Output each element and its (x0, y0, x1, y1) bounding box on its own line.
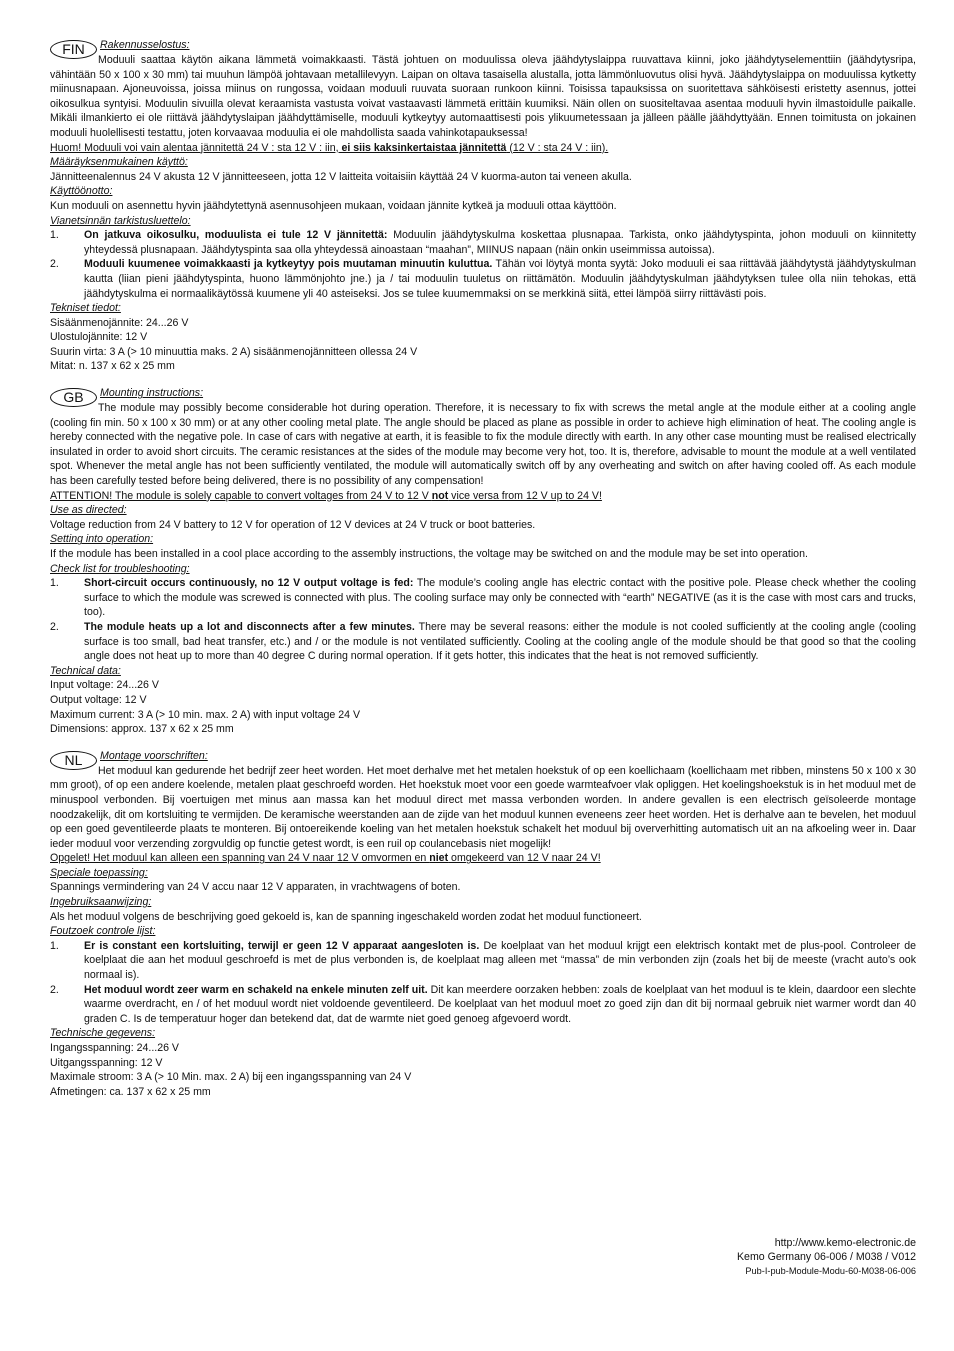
warning-line: ATTENTION! The module is solely capable to convert voltages from 24 V to 12 V not vice versa from 12 V up to 24 V! (50, 489, 602, 502)
language-badge: NL (50, 751, 97, 770)
list-item: 1. Er is constant een kortsluiting, terwijl er geen 12 V apparaat aangesloten is. De koelplaat van het moduul krijgt een elektrisch kontakt met de plus-pool. Controleer de koelplaat die aan het moduul geschroefd is met de plus verbonden is, de koelplaat mag alleen met “massa” de min verbonden zijn (zoals het bij de meeste (vracht auto’s ook normaal is). (50, 939, 916, 982)
intro-paragraph: Moduuli saattaa käytön aikana lämmetä voimakkaasti. Tästä johtuen on moduulissa oleva jäähdytyslaippa ruuvattava kiinni, joko jäähdytyselementtiin (jäähdytysripa, vähintään 50 x 100 x 30 mm) tai muuhun lämpöä johtavaan metallilevyyn. Laipan on oltava tasaisella alustalla, jotta lämmönluovutus olisi hyvä. Jäähdytyslaippa on moduulissa kytketty miinusnapaan. Ajoneuvoissa, joissa miinus on rungossa, voidaan moduuli ruuvata suoraan runkoon kiinni. Toisissa tapauksissa on suoritettava sähköisesti eristetty asennus, jottei oikosulkua syntyisi. Moduulin sivuilla olevat keraamista vastusta voivat vastaavasti lämmetä erittäin kuumiksi. Näin ollen on suositeltavaa asentaa moduuli hyvin ilmastoidulle paikalle. Mikäli ilmankierto ei ole riittävä jäähdytyslaipan jäähdyttämiselle, moduuli kytkeytyy automaattisesti pois ylikuumetessaan ja jälleen päälle jäähdyttyään. Ennen toimitusta on jokainen moduuli huolellisesti testattu, joten korvaavaa moduulia ei ole mahdollista saada vahinkotapauksessa! (50, 54, 916, 139)
use-heading: Speciale toepassing: (50, 866, 148, 879)
tech-line: Sisäänmenojännite: 24...26 V (50, 316, 189, 329)
checklist (50, 576, 916, 664)
use-text: Spannings vermindering van 24 V accu naar 12 V apparaten, in vrachtwagens of boten. (50, 881, 461, 894)
list-item: 2. Het moduul wordt zeer warm en schakeld na enkele minuten zelf uit. Dit kan meerdere oorzaken hebben: zoals de koelplaat van het moduul is te klein, daardoor een slechte waarme overdracht, en / of het moduul wordt niet voldoende geventileerd. De koelplaat van het moduul moet zo goed zijn dan dit bij normaal gebruik niet warmer wordt dan 40 graden C. Is de temperatuur hoger dan betekend dat, dat de warmte niet goed genoeg afgevoerd wordt. (50, 983, 916, 1025)
company-line: Kemo Germany 06-006 / M038 / V012 (736, 1251, 916, 1264)
document-page (50, 38, 916, 1111)
tech-heading: Tekniset tiedot: (50, 302, 121, 315)
tech-line: Output voltage: 12 V (50, 693, 147, 706)
page-footer (737, 1236, 916, 1277)
language-badge: FIN (50, 40, 97, 59)
section-fin (50, 38, 916, 374)
setup-heading: Ingebruiksaanwijzing: (50, 896, 152, 909)
tech-line: Afmetingen: ca. 137 x 62 x 25 mm (50, 1085, 211, 1098)
tech-heading: Technische gegevens: (50, 1027, 156, 1040)
setup-text: Als het moduul volgens de beschrijving goed gekoeld is, kan de spanning ingeschakeld worden zodat het moduul functioneert. (50, 910, 642, 923)
warning-line: Opgelet! Het moduul kan alleen een spanning van 24 V naar 12 V omvormen en niet omgekeerd van 12 V naar 24 V! (50, 852, 601, 865)
section-title: Montage voorschriften: (100, 749, 208, 762)
tech-line: Ulostulojännite: 12 V (50, 331, 148, 344)
list-item: 1. On jatkuva oikosulku, moduulista ei tule 12 V jännitettä: Moduulin jäähdytyskulma koskettaa plusnapaa. Tarkista, onko jäähdytyspinta, johon moduuli on kiinnitetty yhteydessä plusnapaan. Jäähdytyspinta saa olla yhteydessä ainoastaan “maahan”, MIINUS napaan (näin onkin useimmissa autoissa). (50, 229, 916, 256)
tech-line: Dimensions: approx. 137 x 62 x 25 mm (50, 723, 234, 736)
section-header (50, 38, 916, 57)
section-gb (50, 386, 916, 737)
tech-line: Maximale stroom: 3 A (> 10 Min. max. 2 A) bij een ingangsspanning van 24 V (50, 1071, 412, 1084)
warning-line: Huom! Moduuli voi vain alentaa jännitettä 24 V : sta 12 V : iin, ei siis kaksinkertaistaa jännitettä (12 V : sta 24 V : iin). (50, 141, 609, 154)
checklist (50, 939, 916, 1027)
use-heading: Use as directed: (50, 504, 127, 517)
use-heading: Määräyksenmukainen käyttö: (50, 156, 188, 169)
tech-line: Suurin virta: 3 A (> 10 minuuttia maks. 2 A) sisäänmenojännitteen ollessa 24 V (50, 345, 418, 358)
intro-paragraph: Het moduul kan gedurende het bedrijf zeer heet worden. Het moet derhalve met het metalen hoekstuk of op een koellichaam (koellichaam met ribben, minstens 50 x 100 x 30 mm groot), of op een andere koelende, metalen plaat geschroefd worden. Het hoekstuk moet voor een goede warmteafvoer vlak opliggen. Het koelingshoekstuk is in het moduul met de minuspool verbonden. Bij voertuigen met minus aan massa kan het moduul direct met massa verbonden worden. In andere gevallen is een electrisch geïsoleerde montage noodzakelijk, dit om kortsluiting te vermijden. De keramische weerstanden aan de zijde van het moduul kunnen eveneens zeer heet worden. Het is derhalve aan te bevelen, het moduul op een goed geventileerde plaats te monteren. Bij ontoereikende koeling van het metalen hoekstuk schakelt het moduul bij oververhitting automatisch uit an na afkoeling weer in. Daar ieder moduul voor verzending zorgvuldig op functie getest wordt, is een ruil op coulancebasis niet mogelijk! (50, 764, 916, 850)
section-title: Mounting instructions: (100, 387, 204, 400)
checklist-heading: Check list for troubleshooting: (50, 562, 190, 575)
tech-heading: Technical data: (50, 664, 121, 677)
tech-line: Mitat: n. 137 x 62 x 25 mm (50, 360, 175, 373)
section-header (50, 749, 916, 768)
tech-line: Uitgangsspanning: 12 V (50, 1056, 163, 1069)
section-header (50, 386, 916, 406)
setup-heading: Käyttöönotto: (50, 185, 113, 198)
tech-line: Maximum current: 3 A (> 10 min. max. 2 A) with input voltage 24 V (50, 708, 361, 721)
setup-text: Kun moduuli on asennettu hyvin jäähdytettynä asennusohjeen mukaan, voidaan jännite kytkeä ja moduuli ottaa käyttöön. (50, 199, 617, 212)
setup-heading: Setting into operation: (50, 533, 154, 546)
checklist-heading: Vianetsinnän tarkistusluettelo: (50, 214, 191, 227)
website-link[interactable]: http://www.kemo-electronic.de (774, 1237, 916, 1249)
checklist (50, 228, 916, 301)
list-item: 1. Short-circuit occurs continuously, no 12 V output voltage is fed: The module’s cooling angle has electric contact with the positive pole. Please check whether the cooling surface to which the module was screwed is connected with plus. The cooling surface may only be connected with “earth” NEGATIVE (as it is the case with most cars and trucks, too). (50, 577, 916, 619)
section-title: Rakennusselostus: (100, 39, 190, 51)
tech-line: Ingangsspanning: 24...26 V (50, 1042, 179, 1054)
list-item: 2. Moduuli kuumenee voimakkaasti ja kytkeytyy pois muutaman minuutin kuluttua. Tähän voi löytyä monta syytä: Joko moduuli ei saa riittävää jäähdytystä jäähdytyskulman kautta (liian pieni jäähdytyspinta, huono lämmönjohto jne.) ja / tai moduulin tuuletus on riittämätön. Moduulin jäähdytyskulman jäähdytyksen tulee olla niin tehokas, että jäähdytyskulma ei normaalikäytössä kuumene yli 40 asteiseksi. Jos se tulee kuumemmaksi on se merkkinä siitä, ettei lämpöä siirry riittävästi pois. (50, 258, 916, 300)
checklist-heading: Foutzoek controle lijst: (50, 925, 156, 938)
list-item: 2. The module heats up a lot and disconnects after a few minutes. There may be several reasons: either the module is not cooled sufficiently at the cooling angle (cooling surface is too small, bad heat transfer, etc.) and / or the module is not ventilated sufficiently. Cooling at the cooling angle of the module should be that good so that the cooling angle does not heat up to more than 40 degree C during normal operation. If it gets hotter, this indicates that the heat is not removed sufficiently. (50, 620, 916, 663)
intro-paragraph: The module may possibly become considerable hot during operation. Therefore, it is necessary to fix with screws the metal angle at the module either at a cooling angle (cooling fin min. 50 x 100 x 30 mm) or at any other cooling metal plate. The angle should be placed as plane as possible in order to achieve high elimination of heat. The cooling angle is hereby connected with the negative pole. In case of cars with negative at earth, it is feasible to fix the module directly with earth. In any other case mounting must be realised electrically insulated in order to avoid short circuits. The ceramic resistances at the sides of the module may become very hot, too. It is, therefore, advisable to mount the module at a well ventilated spot. Whenever the metal angle has not been sufficiently ventilated, the module will automatically switch off by any overheating and switch on after having cooled off. As each module has been carefully tested before being delivered, there is no possibility of any compensation! (50, 402, 916, 488)
publication-code: Pub-I-pub-Module-Modu-60-M038-06-006 (745, 1265, 916, 1276)
language-badge: GB (50, 388, 97, 407)
use-text: Jännitteenalennus 24 V akusta 12 V jännitteeseen, jotta 12 V laitteita voitaisiin käyttää 24 V kuorma-auton tai veneen akulla. (50, 170, 632, 183)
section-nl (50, 749, 916, 1100)
tech-line: Input voltage: 24...26 V (50, 679, 159, 692)
setup-text: If the module has been installed in a cool place according to the assembly instructions, the voltage may be switched on and the module may be set into operation. (50, 548, 808, 560)
use-text: Voltage reduction from 24 V battery to 12 V for operation of 12 V devices at 24 V truck or boot batteries. (50, 518, 536, 531)
